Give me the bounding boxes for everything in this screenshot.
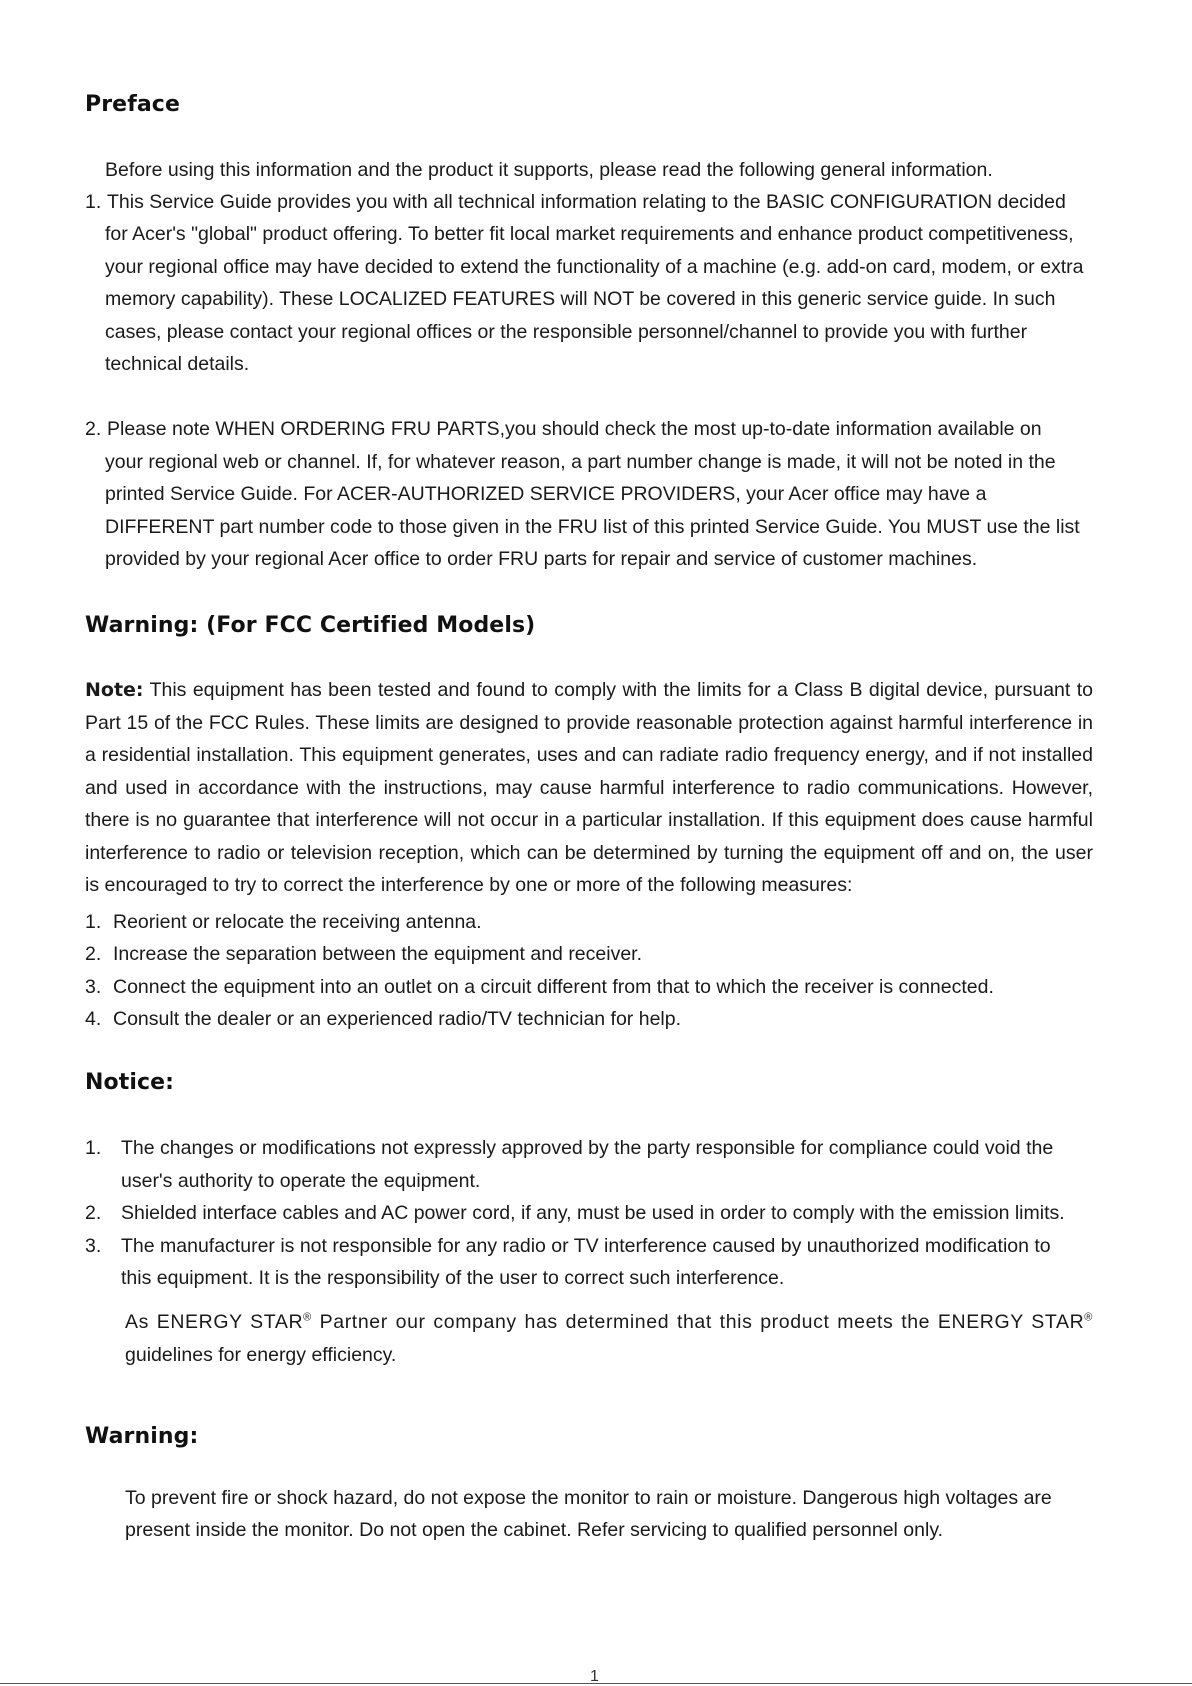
fcc-measure-text: Consult the dealer or an experienced radio/TV technician for help. — [113, 1008, 682, 1030]
warning-line: present inside the monitor. Do not open the cabinet. Refer servicing to qualified personnel only. — [125, 1519, 944, 1541]
notice-item-number: 1. — [85, 1137, 102, 1159]
preface-item-2-line: your regional web or channel. If, for whatever reason, a part number change is made, it will not be noted in the — [105, 451, 1056, 473]
preface-item-1-line: cases, please contact your regional offices or the responsible personnel/channel to provide you with further — [105, 321, 1028, 343]
energy-star-text: guidelines for energy efficiency. — [125, 1343, 397, 1366]
notice-item-line: The manufacturer is not responsible for any radio or TV interference caused by unauthorized modification to — [121, 1235, 1051, 1257]
preface-item-2-number: 2. — [85, 418, 102, 440]
page-number: 1 — [590, 1668, 599, 1685]
preface-item-2-line: DIFFERENT part number code to those given in the FRU list of this printed Service Guide. You MUST use the list — [105, 516, 1080, 538]
preface-item-1-line: for Acer's "global" product offering. To better fit local market requirements and enhance product competitiveness, — [105, 223, 1074, 245]
energy-star-text: Partner our company has determined that this product meets the ENERGY STAR — [311, 1311, 1085, 1333]
notice-item-line: The changes or modifications not expressly approved by the party responsible for compliance could void the — [121, 1137, 1054, 1159]
fcc-note-text: This equipment has been tested and found to comply with the limits for a Class B digital device, pursuant to Part 15 of the FCC Rules. These limits are designed to provide reasonable protection against harmful interference in a residential installation. This equipment generates, uses and can radiate radio frequency energy, and if not installed and used in accordance with the instructions, may cause harmful interference to radio communications. However, there is no guarantee that interference will not occur in a particular installation. If this equipment does cause harmful interference to radio or television reception, which can be determined by turning the equipment off and on, the user is encouraged to try to correct the interference by one or more of the following measures: — [85, 679, 1093, 896]
energy-star-statement — [125, 1306, 1093, 1371]
preface-item-2-line: Please note WHEN ORDERING FRU PARTS,you should check the most up-to-date information available on — [107, 418, 1042, 440]
fcc-measure-text: Connect the equipment into an outlet on a circuit different from that to which the receiver is connected. — [113, 976, 994, 998]
warning-line: To prevent fire or shock hazard, do not expose the monitor to rain or moisture. Dangerous high voltages are — [125, 1487, 1052, 1509]
preface-heading: Preface — [85, 92, 180, 117]
notice-item-line: this equipment. It is the responsibility of the user to correct such interference. — [121, 1267, 785, 1289]
fcc-measure-text: Increase the separation between the equipment and receiver. — [113, 943, 643, 965]
preface-item-1-line: This Service Guide provides you with all technical information relating to the BASIC CONFIGURATION decided — [107, 191, 1066, 213]
notice-item-number: 2. — [85, 1202, 102, 1224]
registered-mark: ® — [303, 1311, 312, 1324]
preface-item-1-line: your regional office may have decided to extend the functionality of a machine (e.g. add-on card, modem, or extra — [105, 256, 1084, 278]
preface-item-1-line: memory capability). These LOCALIZED FEATURES will NOT be covered in this generic service guide. In such — [105, 288, 1056, 310]
fcc-measure-number: 2. — [85, 943, 102, 965]
preface-item-1-number: 1. — [85, 191, 102, 213]
notice-item-line: Shielded interface cables and AC power cord, if any, must be used in order to comply with the emission limits. — [121, 1202, 1065, 1224]
registered-mark: ® — [1084, 1311, 1093, 1324]
notice-heading: Notice: — [85, 1070, 175, 1095]
notice-item-number: 3. — [85, 1235, 102, 1257]
warning-heading: Warning: — [85, 1424, 199, 1449]
energy-star-text: As ENERGY STAR — [125, 1311, 304, 1333]
fcc-measure-number: 1. — [85, 911, 102, 933]
fcc-note-label: Note: — [85, 679, 144, 701]
preface-item-2-line: printed Service Guide. For ACER-AUTHORIZED SERVICE PROVIDERS, your Acer office may have a — [105, 483, 987, 505]
preface-intro: Before using this information and the product it supports, please read the following general information. — [105, 159, 993, 181]
fcc-note-paragraph — [85, 674, 1093, 902]
fcc-measure-number: 3. — [85, 976, 102, 998]
notice-item-line: user's authority to operate the equipment. — [121, 1170, 481, 1192]
fcc-warning-heading: Warning: (For FCC Certified Models) — [85, 613, 536, 638]
fcc-measure-text: Reorient or relocate the receiving antenna. — [113, 911, 482, 933]
preface-item-1-line: technical details. — [105, 353, 250, 375]
preface-item-2-line: provided by your regional Acer office to order FRU parts for repair and service of customer machines. — [105, 548, 978, 570]
fcc-measure-number: 4. — [85, 1008, 102, 1030]
